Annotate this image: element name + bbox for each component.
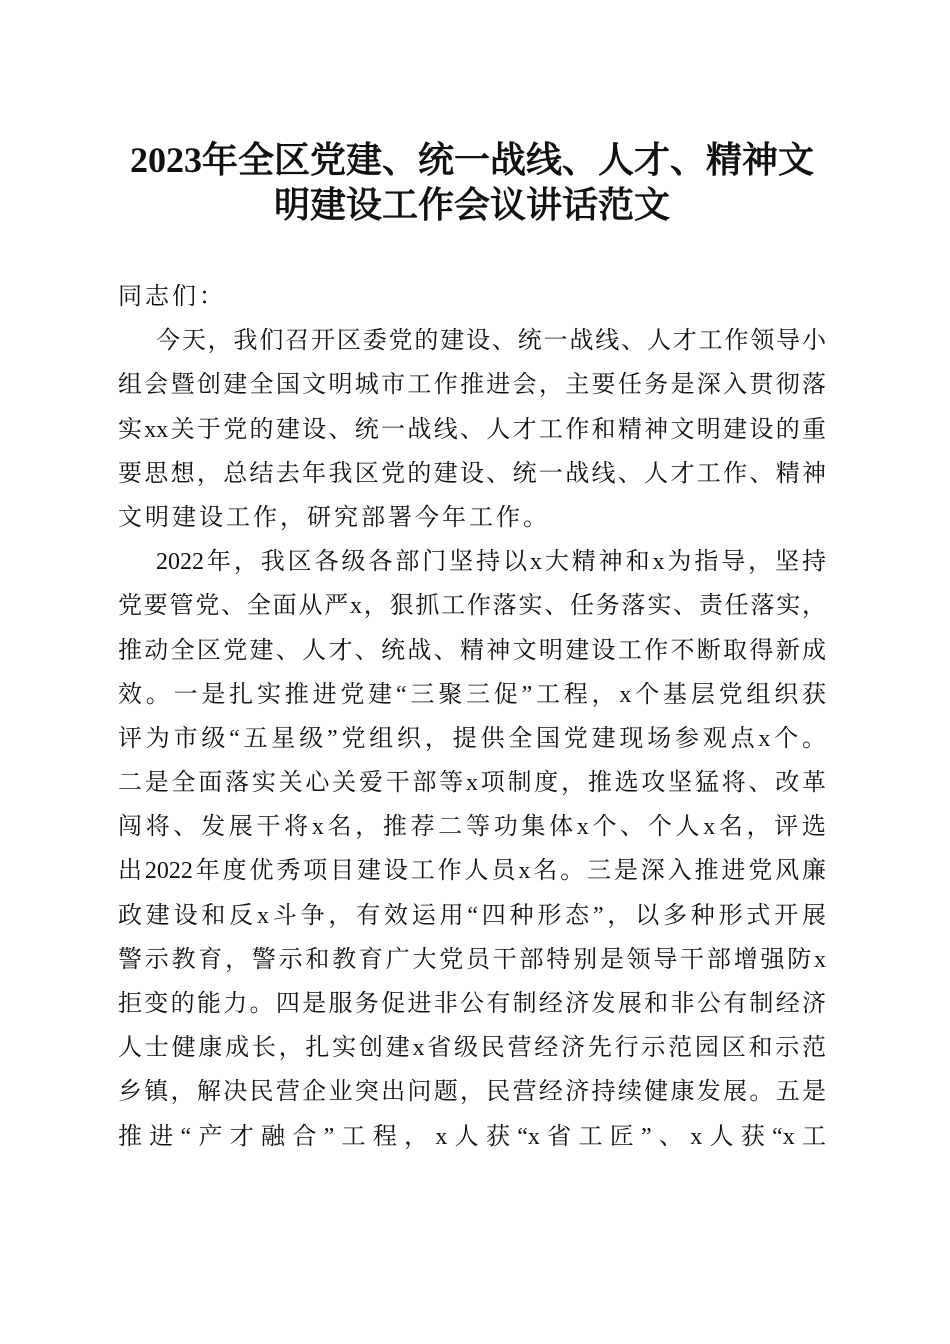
document-title-line-1: 2023年全区党建、统一战线、人才、精神文	[129, 140, 814, 180]
paragraph-2-line: 党要管党、全面从严x，狠抓工作落实、任务落实、责任落实，	[118, 593, 826, 620]
paragraph-1-line: 实xx关于党的建设、统一战线、人才工作和精神文明建设的重	[118, 416, 826, 443]
paragraph-2-line: 乡镇，解决民营企业突出问题，民营经济持续健康发展。五是	[118, 1079, 826, 1106]
paragraph-2-line: 政建设和反x斗争，有效运用“四种形态”，以多种形式开展	[118, 902, 826, 929]
paragraph-2-line: 评为市级“五星级”党组织，提供全国党建现场参观点x个。	[118, 725, 826, 752]
paragraph-1-line: 要思想，总结去年我区党的建设、统一战线、人才工作、精神	[118, 460, 826, 487]
paragraph-1-line: 组会暨创建全国文明城市工作推进会，主要任务是深入贯彻落	[118, 372, 826, 399]
paragraph-2-line: 推动全区党建、人才、统战、精神文明建设工作不断取得新成	[118, 637, 826, 664]
paragraph-2-line: 警示教育，警示和教育广大党员干部特别是领导干部增强防x	[118, 946, 826, 973]
paragraph-2-line: 出2022年度优秀项目建设工作人员x名。三是深入推进党风廉	[118, 858, 826, 885]
salutation: 同志们：	[118, 284, 226, 310]
paragraph-2-line: 拒变的能力。四是服务促进非公有制经济发展和非公有制经济	[118, 991, 826, 1017]
paragraph-1-line: 今天，我们召开区委党的建设、统一战线、人才工作领导小	[156, 328, 826, 355]
document-body	[118, 275, 826, 1159]
document-title-line-2: 明建设工作会议讲话范文	[273, 185, 670, 225]
paragraph-2-line: 闯将、发展干将x名，推荐二等功集体x个、个人x名，评选	[118, 814, 826, 841]
paragraph-2-line: 2022年，我区各级各部门坚持以x大精神和x为指导，坚持	[156, 549, 826, 576]
paragraph-2-line: 效。一是扎实推进党建“三聚三促”工程，x个基层党组织获	[118, 681, 826, 708]
paragraph-1-line: 文明建设工作，研究部署今年工作。	[118, 504, 550, 531]
paragraph-2-line: 二是全面落实关心关爱干部等x项制度，推选攻坚猛将、改革	[118, 770, 826, 797]
paragraph-2-line: 推进“产才融合”工程，x人获“x省工匠”、x人获“x工	[118, 1123, 826, 1150]
paragraph-2-line: 人士健康成长，扎实创建x省级民营经济先行示范园区和示范	[118, 1035, 826, 1062]
